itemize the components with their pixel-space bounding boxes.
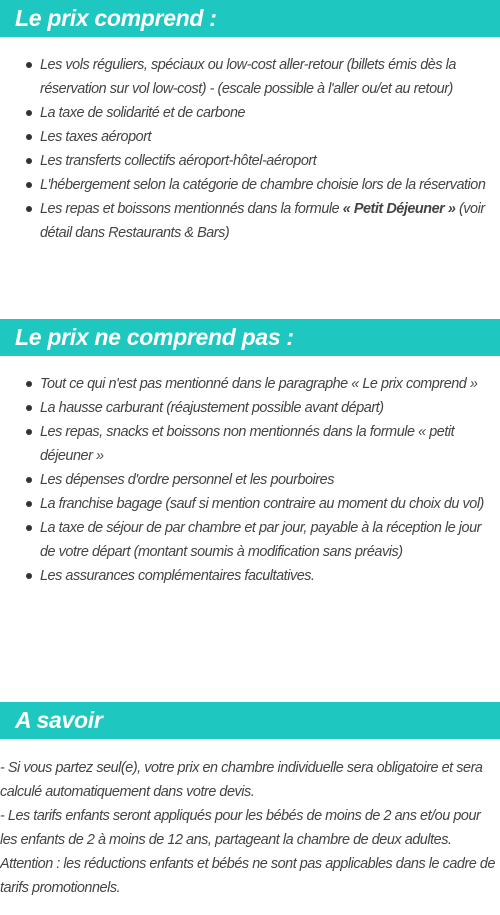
list-item: Les dépenses d'ordre personnel et les pourboires <box>0 468 500 492</box>
meals-formula: « Petit Déjeuner » <box>342 201 456 217</box>
list-item: La franchise bagage (sauf si mention contraire au moment du choix du vol) <box>0 492 500 516</box>
list-item: Les transferts collectifs aéroport-hôtel-aéroport <box>0 149 500 173</box>
savoir-paragraph: - Les tarifs enfants seront appliqués pour les bébés de moins de 2 ans et/ou pour les enfants de 2 à moins de 12 ans, partageant la chambre de deux adultes. Attention : les réductions enfants et bébés ne sont pas applicables dans le cadre de tarifs promotionnels. <box>0 808 496 896</box>
section-title-savoir: A savoir <box>15 707 103 733</box>
list-item: La taxe de séjour de par chambre et par jour, payable à la réception le jour de votre départ (montant soumis à modification sans préavis) <box>0 516 500 564</box>
section-header-includes <box>0 0 500 37</box>
includes-list <box>0 53 500 245</box>
list-item: Les repas, snacks et boissons non mentionnés dans la formule « petit déjeuner » <box>0 420 500 468</box>
savoir-paragraph: - Si vous partez seul(e), votre prix en chambre individuelle sera obligatoire et sera calculé automatiquement dans votre devis. <box>0 760 483 800</box>
list-item: Les vols réguliers, spéciaux ou low-cost aller-retour (billets émis dès la réservation sur vol low-cost) - (escale possible à l'aller ou/et au retour) <box>0 53 500 101</box>
list-item: La hausse carburant (réajustement possible avant départ) <box>0 396 500 420</box>
excludes-list <box>0 372 500 588</box>
savoir-text <box>0 756 500 900</box>
meals-suffix: (voir détail dans Restaurants & Bars) <box>40 201 485 241</box>
list-item: Tout ce qui n'est pas mentionné dans le paragraphe « Le prix comprend » <box>0 372 500 396</box>
list-item: La taxe de solidarité et de carbone <box>0 101 500 125</box>
meals-prefix: Les repas et boissons mentionnés dans la formule <box>40 201 343 217</box>
list-item-meals <box>0 197 500 245</box>
section-header-savoir <box>0 702 500 739</box>
section-title-includes: Le prix comprend : <box>15 5 217 31</box>
section-header-excludes <box>0 319 500 356</box>
list-item: Les taxes aéroport <box>0 125 500 149</box>
section-title-excludes: Le prix ne comprend pas : <box>15 324 294 350</box>
list-item: Les assurances complémentaires facultatives. <box>0 564 500 588</box>
list-item: L'hébergement selon la catégorie de chambre choisie lors de la réservation <box>0 173 500 197</box>
